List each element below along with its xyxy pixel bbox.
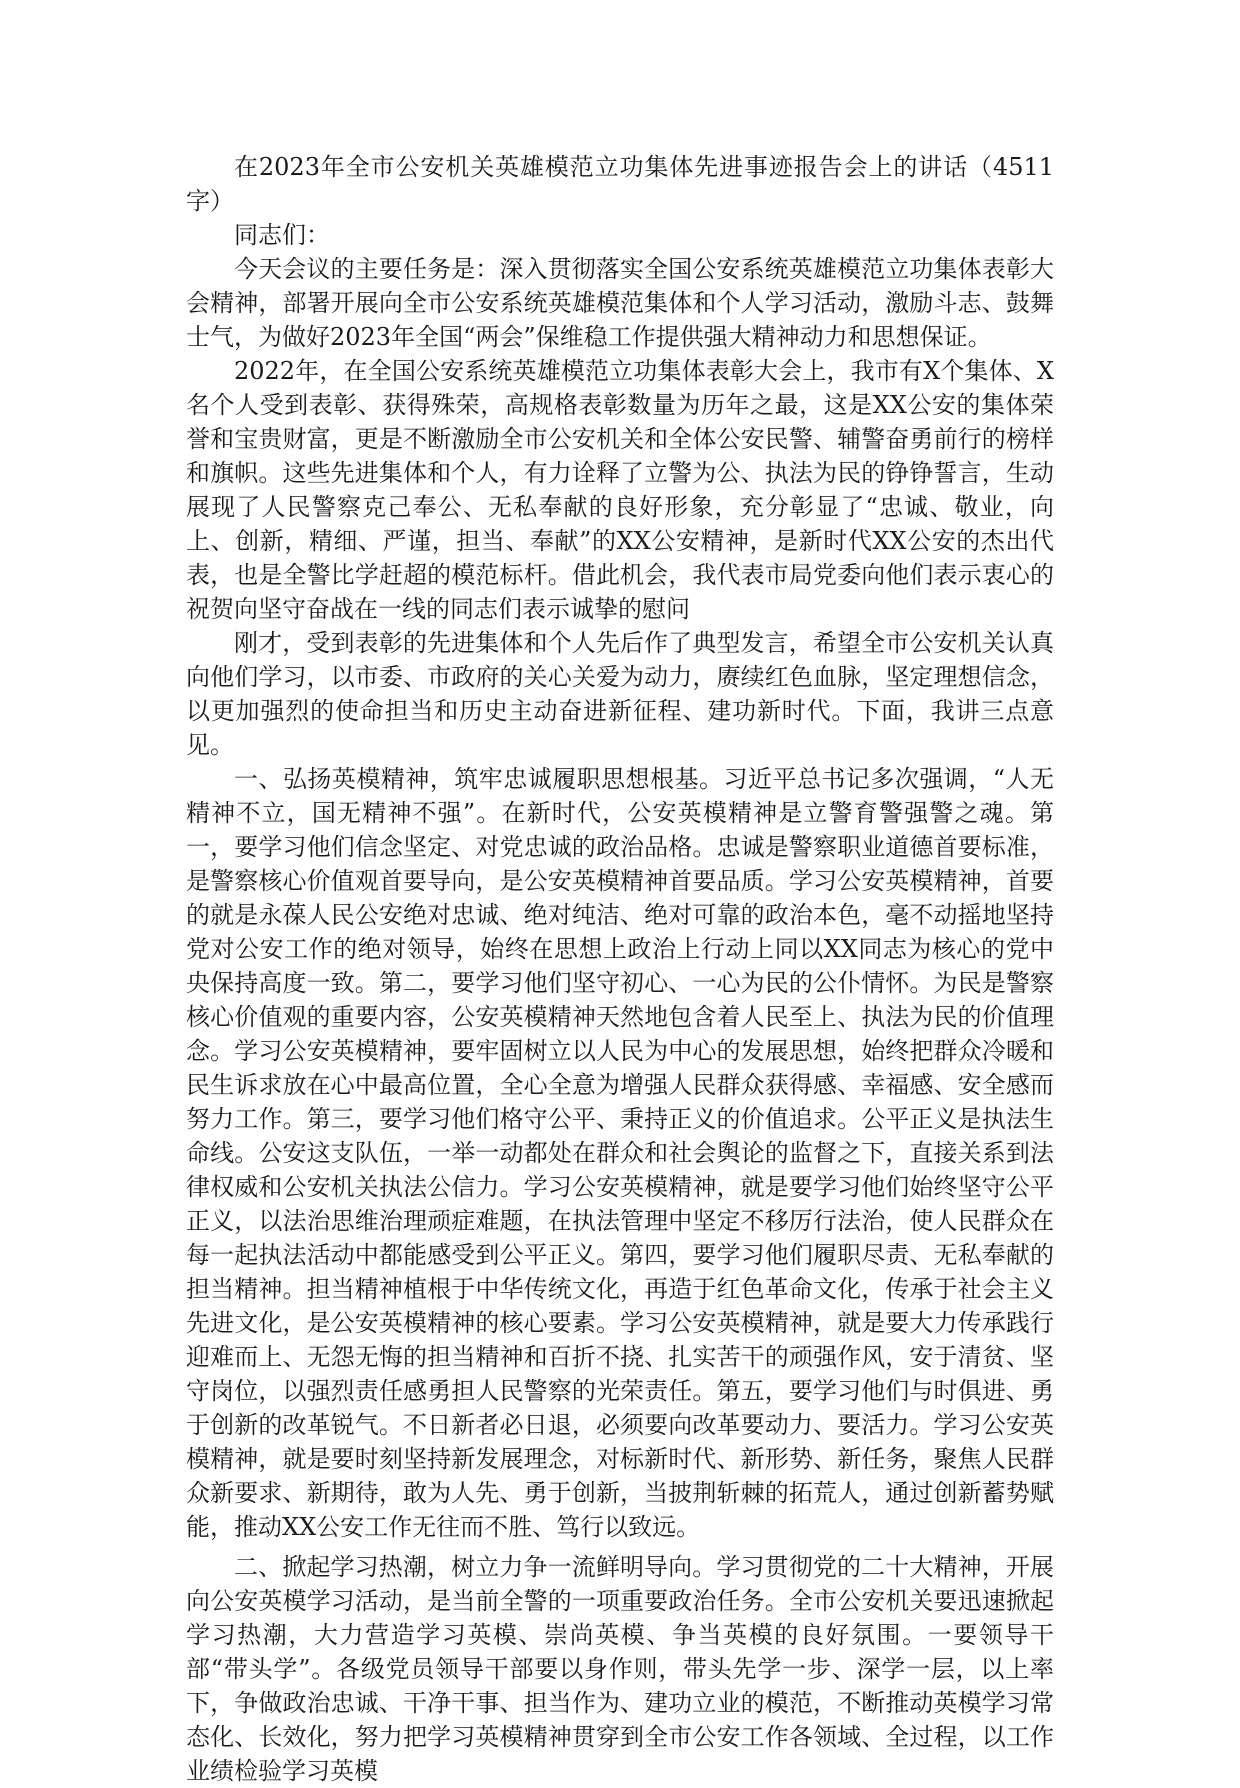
document-body	[186, 150, 1054, 1788]
paragraph-meeting-tasks: 今天会议的主要任务是：深入贯彻落实全国公安系统英雄模范立功集体表彰大会精神，部署开展向全市公安系统英雄模范集体和个人学习活动，激励斗志、鼓舞士气，为做好2023年全国“两会”保维稳工作提供强大精神动力和思想保证。	[186, 255, 1054, 351]
document-title: 在2023年全市公安机关英雄模范立功集体先进事迹报告会上的讲话（4511字）	[186, 153, 1054, 215]
section-one-paragraph: 一、弘扬英模精神，筑牢忠诚履职思想根基。习近平总书记多次强调，“人无精神不立，国无精神不强”。在新时代，公安英模精神是立警育警强警之魂。第一，要学习他们信念坚定、对党忠诚的政治品格。忠诚是警察职业道德首要标准，是警察核心价值观首要导向，是公安英模精神首要品质。学习公安英模精神，首要的就是永葆人民公安绝对忠诚、绝对纯洁、绝对可靠的政治本色，毫不动摇地坚持党对公安工作的绝对领导，始终在思想上政治上行动上同以XX同志为核心的党中央保持高度一致。第二，要学习他们坚守初心、一心为民的公仆情怀。为民是警察核心价值观的重要内容，公安英模精神天然地包含着人民至上、执法为民的价值理念。学习公安英模精神，要牢固树立以人民为中心的发展思想，始终把群众冷暖和民生诉求放在心中最高位置，全心全意为增强人民群众获得感、幸福感、安全感而努力工作。第三，要学习他们格守公平、秉持正义的价值追求。公平正义是执法生命线。公安这支队伍，一举一动都处在群众和社会舆论的监督之下，直接关系到法律权威和公安机关执法公信力。学习公安英模精神，就是要学习他们始终坚守公平正义，以法治思维治理顽症难题，在执法管理中坚定不移厉行法治，使人民群众在每一起执法活动中都能感受到公平正义。第四，要学习他们履职尽责、无私奉献的担当精神。担当精神植根于中华传统文化，再造于红色革命文化，传承于社会主义先进文化，是公安英模精神的核心要素。学习公安英模精神，就是要大力传承践行迎难而上、无怨无悔的担当精神和百折不挠、扎实苦干的顽强作风，安于清贫、坚守岗位，以强烈责任感勇担人民警察的光荣责任。第五，要学习他们与时俱进、勇于创新的改革锐气。不日新者必日退，必须要向改革要动力、要活力。学习公安英模精神，就是要时刻坚持新发展理念，对标新时代、新形势、新任务，聚焦人民群众新要求、新期待，敢为人先、勇于创新，当披荆斩棘的拓荒人，通过创新蓄势赋能，推动XX公安工作无往而不胜、笃行以致远。	[186, 765, 1054, 1541]
section-two-paragraph: 二、掀起学习热潮，树立力争一流鲜明导向。学习贯彻党的二十大精神，开展向公安英模学习活动，是当前全警的一项重要政治任务。全市公安机关要迅速掀起学习热潮，大力营造学习英模、崇尚英模、争当英模的良好氛围。一要领导干部“带头学”。各级党员领导干部要以身作则，带头先学一步、深学一层，以上率下，争做政治忠诚、干净干事、担当作为、建功立业的模范，不断推动英模学习常态化、长效化，努力把学习英模精神贯穿到全市公安工作各领域、全过程，以工作业绩检验学习英模	[186, 1553, 1054, 1785]
paragraph-2022-honors: 2022年，在全国公安系统英雄模范立功集体表彰大会上，我市有X个集体、X名个人受到表彰、获得殊荣，高规格表彰数量为历年之最，这是XX公安的集体荣誉和宝贵财富，更是不断激励全市公安机关和全体公安民警、辅警奋勇前行的榜样和旗帜。这些先进集体和个人，有力诠释了立警为公、执法为民的铮铮誓言，生动展现了人民警察克己奉公、无私奉献的良好形象，充分彰显了“忠诚、敬业，向上、创新，精细、严谨，担当、奉献”的XX公安精神，是新时代XX公安的杰出代表，也是全警比学赶超的模范标杆。借此机会，我代表市局党委向他们表示衷心的祝贺向坚守奋战在一线的同志们表示诚挚的慰问	[186, 357, 1054, 623]
paragraph-speeches: 刚才，受到表彰的先进集体和个人先后作了典型发言，希望全市公安机关认真向他们学习，以市委、市政府的关心关爱为动力，赓续红色血脉，坚定理想信念，以更加强烈的使命担当和历史主动奋进新征程、建功新时代。下面，我讲三点意见。	[186, 629, 1054, 759]
salutation: 同志们：	[234, 221, 330, 249]
